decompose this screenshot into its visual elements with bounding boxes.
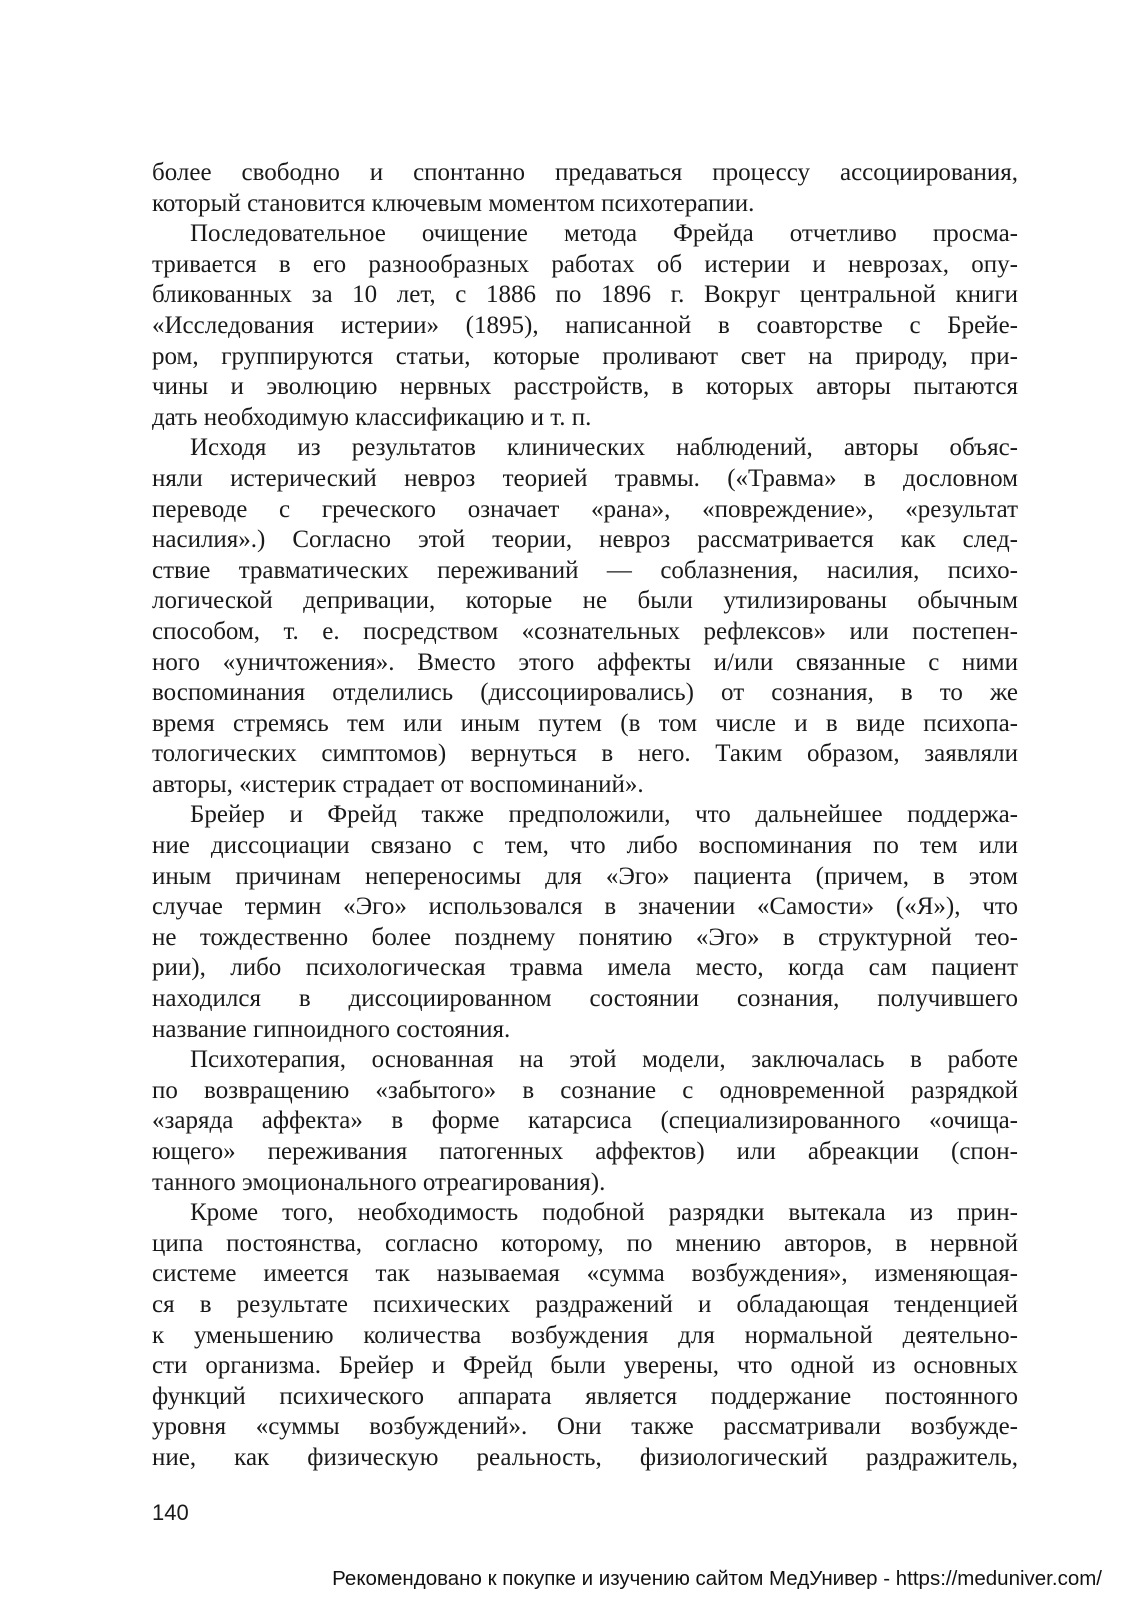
text-line: более свободно и спонтанно предаваться процессу ассоциирования, <box>152 159 1018 186</box>
text-line: иным причинам непереносимы для «Эго» пациента (причем, в этом <box>152 862 1018 890</box>
text-line: «заряда аффекта» в форме катарсиса (специализированного «очища- <box>152 1107 1018 1135</box>
text-line: танного эмоционального отреагирования). <box>152 1168 606 1196</box>
text-line: находился в диссоциированном состоянии сознания, получившего <box>152 985 1018 1013</box>
text-line: ющего» переживания патогенных аффектов) или абреакции (спон- <box>152 1138 1018 1165</box>
text-line: название гипноидного состояния. <box>152 1015 511 1043</box>
text-line: няли истерический невроз теорией травмы. («Травма» в дословном <box>152 464 1018 492</box>
text-line: время стремясь тем или иным путем (в том числе и в виде психопа- <box>152 709 1018 737</box>
text-line: случае термин «Эго» использовался в значении «Самости» («Я»), что <box>152 893 1018 921</box>
text-line: воспоминания отделились (диссоциировались) от сознания, в то же <box>152 679 1018 707</box>
text-line: тривается в его разнообразных работах об истерии и неврозах, опу- <box>152 250 1018 278</box>
text-line: ние, как физическую реальность, физиологический раздражитель, <box>152 1443 1018 1471</box>
text-line: уровня «суммы возбуждений». Они также рассматривали возбужде- <box>152 1413 1018 1441</box>
footer-recommendation: Рекомендовано к покупке и изучению сайтом МедУнивер - https://meduniver.com/ <box>332 1567 1102 1590</box>
text-line: ного «уничтожения». Вместо этого аффекты и/или связанные с ними <box>152 648 1018 676</box>
text-line: сти организма. Брейер и Фрейд были уверены, что одной из основных <box>152 1352 1018 1380</box>
text-line: логической депривации, которые не были утилизированы обычным <box>152 587 1018 615</box>
text-line: ципа постоянства, согласно которому, по мнению авторов, в нервной <box>152 1229 1018 1257</box>
text-line: функций психического аппарата является поддержание постоянного <box>152 1382 1018 1410</box>
text-line: Брейер и Фрейд также предположили, что дальнейшее поддержа- <box>190 801 1018 829</box>
text-line: Последовательное очищение метода Фрейда отчетливо просма- <box>190 220 1018 248</box>
page-number: 140 <box>152 1500 189 1525</box>
text-line: бликованных за 10 лет, с 1886 по 1896 г. Вокруг центральной книги <box>152 281 1018 309</box>
text-line: ся в результате психических раздражений и обладающая тенденцией <box>152 1290 1018 1318</box>
text-line: тологических симптомов) вернуться в него. Таким образом, заявляли <box>152 740 1018 768</box>
text-line: ствие травматических переживаний — соблазнения, насилия, психо- <box>152 556 1018 584</box>
text-line: чины и эволюцию нервных расстройств, в которых авторы пытаются <box>152 373 1018 401</box>
text-line: «Исследования истерии» (1895), написанной в соавторстве с Брейе- <box>152 311 1018 339</box>
text-line: насилия».) Согласно этой теории, невроз рассматривается как след- <box>152 526 1018 554</box>
text-line: Кроме того, необходимость подобной разрядки вытекала из прин- <box>190 1199 1018 1227</box>
text-line: переводе с греческого означает «рана», «повреждение», «результат <box>152 495 1018 523</box>
text-line: рии), либо психологическая травма имела место, когда сам пациент <box>152 954 1018 982</box>
text-line: Психотерапия, основанная на этой модели, заключалась в работе <box>190 1046 1018 1074</box>
text-line: Исходя из результатов клинических наблюдений, авторы объяс- <box>190 434 1018 462</box>
text-line: который становится ключевым моментом психотерапии. <box>152 189 755 217</box>
text-line: способом, т. е. посредством «сознательных рефлексов» или постепен- <box>152 617 1018 645</box>
text-line: авторы, «истерик страдает от воспоминаний». <box>152 770 644 798</box>
text-line: системе имеется так называемая «сумма возбуждения», изменяющая- <box>152 1260 1018 1288</box>
text-line: не тождественно более позднему понятию «Эго» в структурной тео- <box>152 923 1018 951</box>
text-line: ние диссоциации связано с тем, что либо воспоминания по тем или <box>152 832 1018 860</box>
text-line: к уменьшению количества возбуждения для нормальной деятельно- <box>152 1321 1018 1349</box>
body-text <box>152 158 1018 1474</box>
text-line: по возвращению «забытого» в сознание с одновременной разрядкой <box>152 1076 1018 1104</box>
text-line: дать необходимую классификацию и т. п. <box>152 403 592 431</box>
text-line: ром, группируются статьи, которые проливают свет на природу, при- <box>152 342 1018 370</box>
